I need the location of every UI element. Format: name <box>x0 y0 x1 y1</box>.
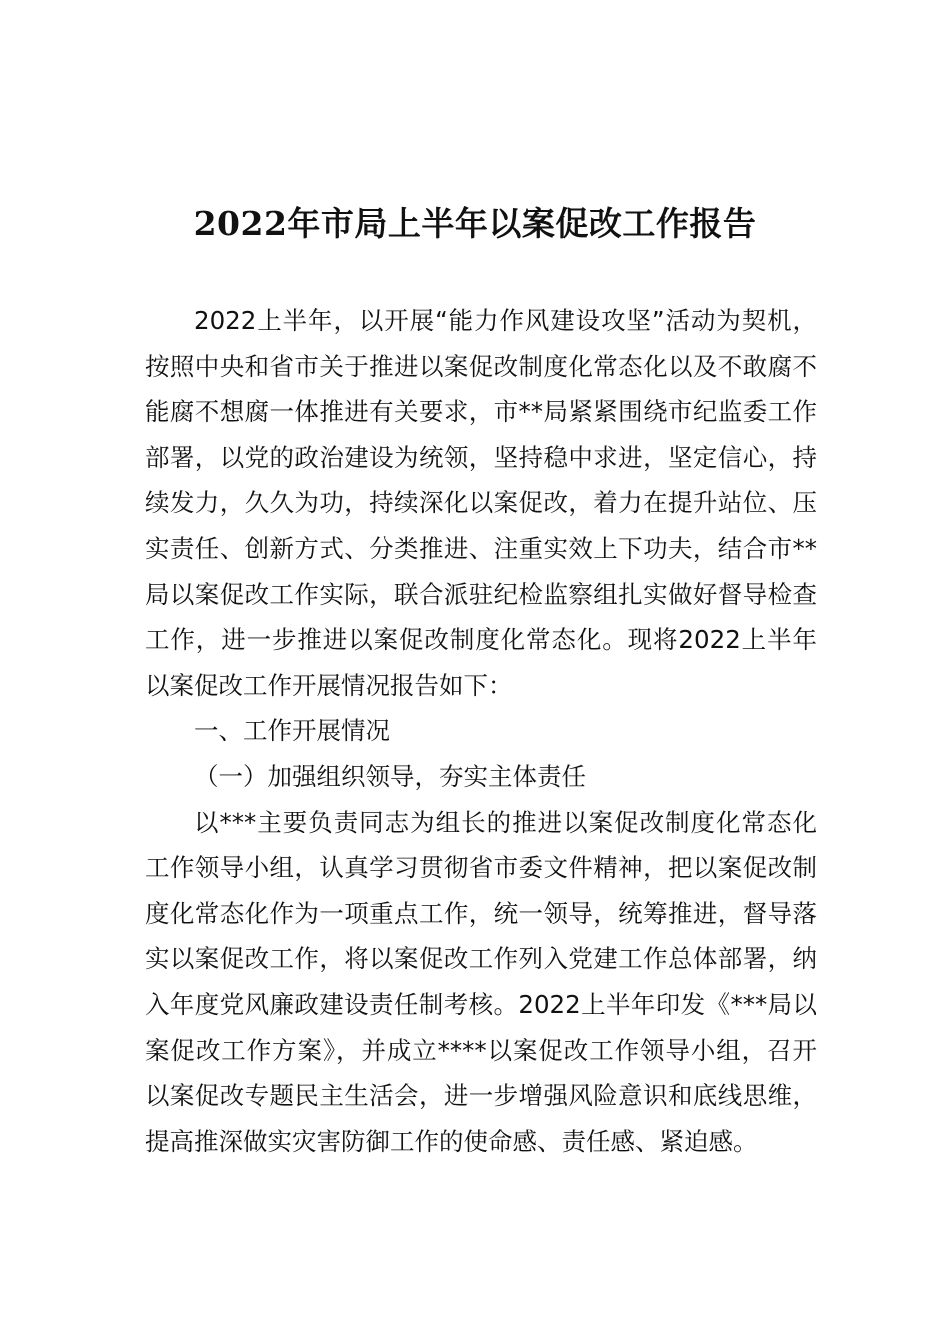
section-heading-work-status: 一、工作开展情况 <box>194 716 390 746</box>
document-title: 2022年市局上半年以案促改工作报告 <box>193 204 757 244</box>
subsection-heading-organization: （一）加强组织领导，夯实主体责任 <box>194 761 586 791</box>
document-body <box>145 298 817 1164</box>
subsection-paragraph-organization: 以***主要负责同志为组长的推进以案促改制度化常态化工作领导小组，认真学习贯彻省市委文件精神，把以案促改制度化常态化作为一项重点工作，统一领导，统筹推进，督导落实以案促改工作，将以案促改工作列入党建工作总体部署，纳入年度党风廉政建设责任制考核。2022上半年印发《***局以案促改工作方案》，并成立****以案促改工作领导小组，召开以案促改专题民主生活会，进一步增强风险意识和底线思维，提高推深做实灾害防御工作的使命感、责任感、紧迫感。 <box>145 807 817 1156</box>
intro-paragraph: 2022上半年，以开展“能力作风建设攻坚”活动为契机，按照中央和省市关于推进以案促改制度化常态化以及不敢腐不能腐不想腐一体推进有关要求，市**局紧紧围绕市纪监委工作部署，以党的政治建设为统领，坚持稳中求进，坚定信心，持续发力，久久为功，持续深化以案促改，着力在提升站位、压实责任、创新方式、分类推进、注重实效上下功夫，结合市**局以案促改工作实际，联合派驻纪检监察组扎实做好督导检查工作，进一步推进以案促改制度化常态化。现将2022上半年以案促改工作开展情况报告如下： <box>145 306 817 700</box>
